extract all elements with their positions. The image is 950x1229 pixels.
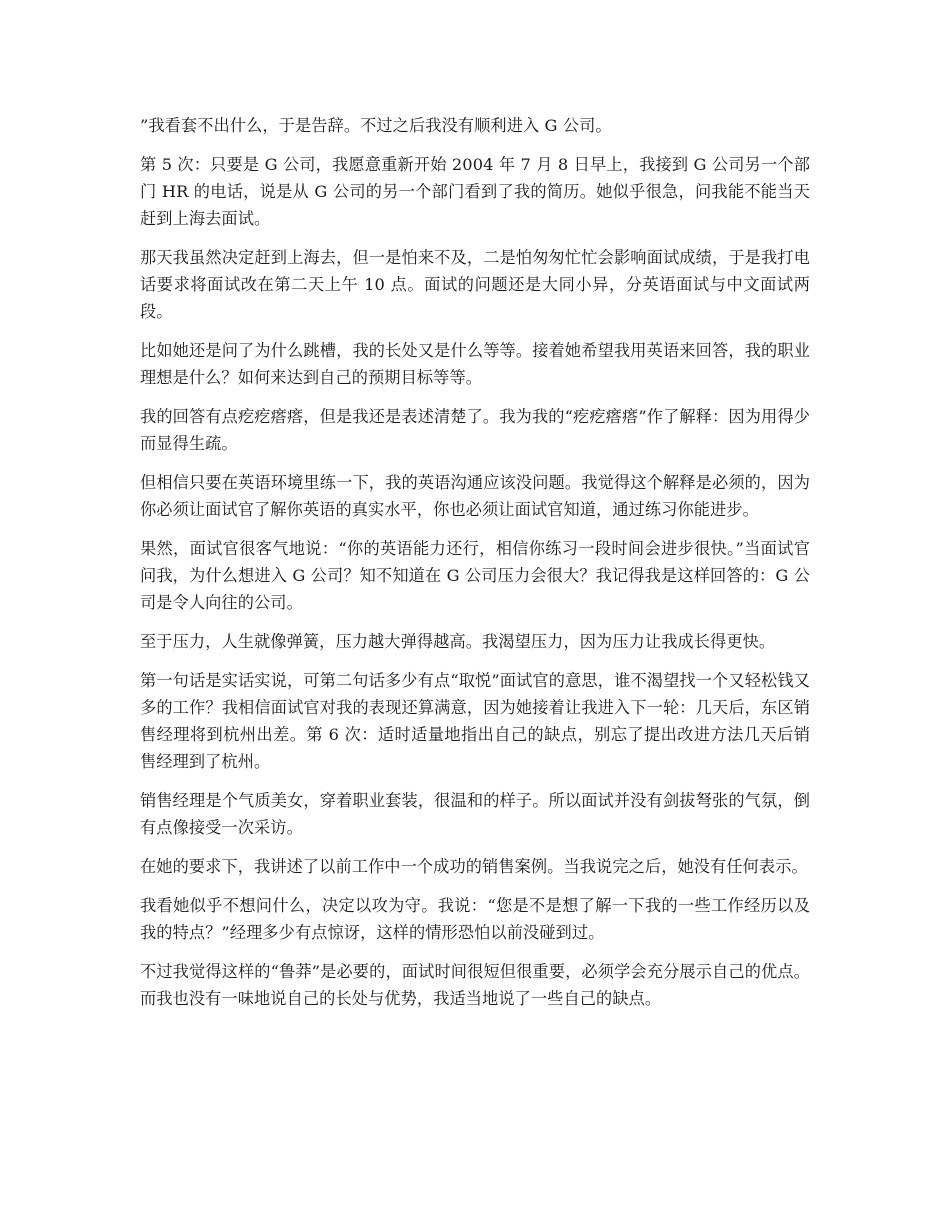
paragraph-9: 第一句话是实话实说，可第二句话多少有点“取悦”面试官的意思，谁不渴望找一个又轻松钱又多的工作？我相信面试官对我的表现还算满意，因为她接着让我进入下一轮：几天后，东区销售经理将到杭州出差。第 6 次：适时适量地指出自己的缺点，别忘了提出改进方法几天后销售经理到了杭州。 — [140, 671, 810, 771]
paragraph-7: 果然，面试官很客气地说：“你的英语能力还行，相信你练习一段时间会进步很快。”当面试官问我，为什么想进入 G 公司？知不知道在 G 公司压力会很大？我记得我是这样回答的：G 公司是令人向往的公司。 — [140, 539, 810, 612]
paragraph-4: 比如她还是问了为什么跳槽，我的长处又是什么等等。接着她希望我用英语来回答，我的职业理想是什么？如何来达到自己的预期目标等等。 — [140, 341, 810, 387]
paragraph-10: 销售经理是个气质美女，穿着职业套装，很温和的样子。所以面试并没有剑拔弩张的气氛，倒有点像接受一次采访。 — [140, 791, 810, 837]
paragraph-3: 那天我虽然决定赶到上海去，但一是怕来不及，二是怕匆匆忙忙会影响面试成绩，于是我打电话要求将面试改在第二天上午 10 点。面试的问题还是大同小异，分英语面试与中文面试两段。 — [140, 248, 810, 321]
paragraph-11: 在她的要求下，我讲述了以前工作中一个成功的销售案例。当我说完之后，她没有任何表示。 — [140, 857, 808, 876]
paragraph-1: ”我看套不出什么，于是告辞。不过之后我没有顺利进入 G 公司。 — [140, 116, 612, 135]
paragraph-8: 至于压力，人生就像弹簧，压力越大弹得越高。我渴望压力，因为压力让我成长得更快。 — [140, 632, 776, 651]
paragraph-2: 第 5 次：只要是 G 公司，我愿意重新开始 2004 年 7 月 8 日早上，我接到 G 公司另一个部门 HR 的电话，说是从 G 公司的另一个部门看到了我的简历。她似乎很急，问我能不能当天赶到上海去面试。 — [140, 155, 810, 228]
paragraph-12: 我看她似乎不想问什么，决定以攻为守。我说：“您是不是想了解一下我的一些工作经历以及我的特点？”经理多少有点惊讶，这样的情形恐怕以前没碰到过。 — [140, 896, 810, 942]
paragraph-13: 不过我觉得这样的“鲁莽”是必要的，面试时间很短但很重要，必须学会充分展示自己的优点。而我也没有一味地说自己的长处与优势，我适当地说了一些自己的缺点。 — [140, 962, 810, 1008]
paragraph-5: 我的回答有点疙疙瘩瘩，但是我还是表述清楚了。我为我的“疙疙瘩瘩”作了解释：因为用得少而显得生疏。 — [140, 407, 810, 453]
paragraph-6: 但相信只要在英语环境里练一下，我的英语沟通应该没问题。我觉得这个解释是必须的，因为你必须让面试官了解你英语的真实水平，你也必须让面试官知道，通过练习你能进步。 — [140, 473, 810, 519]
document-page — [140, 112, 810, 1024]
